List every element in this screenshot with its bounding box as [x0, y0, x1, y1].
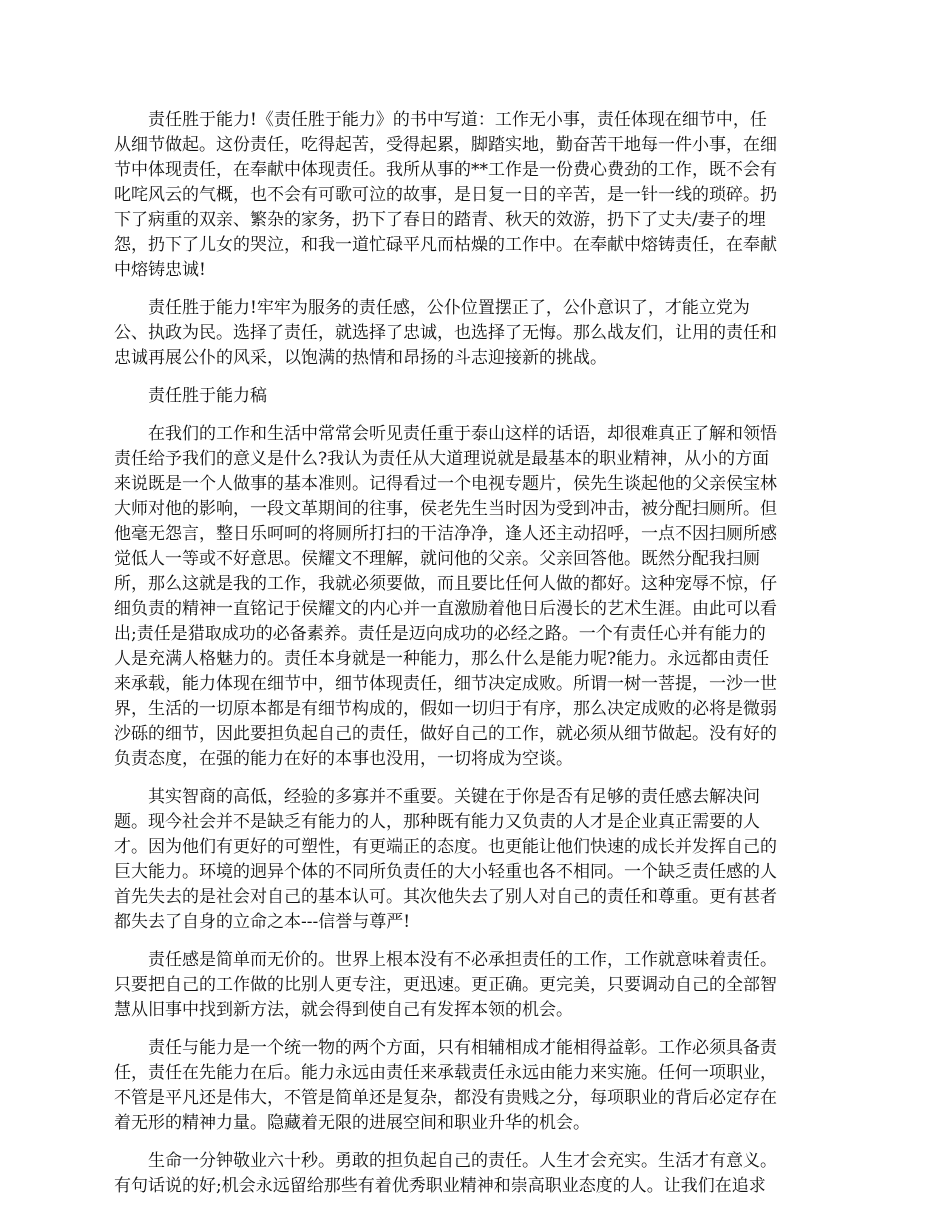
paragraph-8: [114, 1149, 838, 1199]
text-line: 任，责任在先能力在后。能力永远由责任来承载责任永远由能力来实施。任何一项职业，: [114, 1063, 777, 1083]
text-line: 责任胜于能力!牢牢为服务的责任感，公仆位置摆正了，公仆意识了，才能立党为: [114, 298, 750, 318]
text-line: 细负责的精神一直铭记于侯耀文的内心并一直激励着他日后漫长的艺术生涯。由此可以看: [114, 599, 777, 619]
document-page: [114, 108, 838, 1212]
paragraph-5: [114, 785, 838, 935]
text-line: 只要把自己的工作做的比别人更专注，更迅速。更正确。更完美，只要调动自己的全部智: [114, 975, 777, 995]
text-line: 他毫无怨言，整日乐呵呵的将厕所打扫的干洁净净，逢人还主动招呼，一点不因扫厕所感: [114, 524, 777, 544]
text-line: 公、执政为民。选择了责任，就选择了忠诚，也选择了无悔。那么战友们，让用的责任和: [114, 323, 777, 343]
text-line: 来说既是一个人做事的基本准则。记得看过一个电视专题片，侯先生谈起他的父亲侯宝林: [114, 474, 777, 494]
text-line: 题。现今社会并不是缺乏有能力的人，那种既有能力又负责的人才是企业真正需要的人: [114, 812, 760, 832]
text-line: 人是充满人格魅力的。责任本身就是一种能力，那么什么是能力呢?能力。永远都由责任: [114, 649, 770, 669]
text-line: 出;责任是猎取成功的必备素养。责任是迈向成功的必经之路。一个有责任心并有能力的: [114, 624, 766, 644]
text-line: 中熔铸忠诚!: [114, 260, 206, 280]
text-line: 来承载，能力体现在细节中，细节体现责任，细节决定成败。所谓一树一菩提，一沙一世: [114, 674, 777, 694]
paragraph-6: [114, 948, 838, 1023]
text-line: 沙砾的细节，因此要担负起自己的责任，做好自己的工作，就必须从细节做起。没有好的: [114, 724, 777, 744]
text-line: 从细节做起。这份责任，吃得起苦，受得起累，脚踏实地，勤奋苦干地每一件小事，在细: [114, 135, 777, 155]
section-heading: [114, 384, 838, 409]
paragraph-2: [114, 296, 838, 371]
text-line: 着无形的精神力量。隐藏着无限的进展空间和职业升华的机会。: [114, 1113, 590, 1133]
text-line: 所，那么这就是我的工作，我就必须要做，而且要比任何人做的都好。这种宠辱不惊，仔: [114, 574, 777, 594]
text-line: 下了病重的双亲、繁杂的家务，扔下了春日的踏青、秋天的效游，扔下了丈夫/妻子的埋: [114, 210, 766, 230]
text-line: 节中体现责任，在奉献中体现责任。我所从事的**工作是一份费心费劲的工作，既不会有: [114, 160, 777, 180]
paragraph-1: [114, 108, 838, 283]
text-line: 责任给予我们的意义是什么?我认为责任从大道理说就是最基本的职业精神，从小的方面: [114, 449, 770, 469]
heading-text: 责任胜于能力稿: [114, 386, 267, 406]
text-line: 生命一分钟敬业六十秒。勇敢的担负起自己的责任。人生才会充实。生活才有意义。: [114, 1151, 777, 1171]
paragraph-7: [114, 1036, 838, 1136]
text-line: 其实智商的高低，经验的多寡并不重要。关键在于你是否有足够的责任感去解决问: [114, 787, 760, 807]
text-line: 才。因为他们有更好的可塑性，有更端正的态度。也更能让他们快速的成长并发挥自己的: [114, 837, 777, 857]
text-line: 有句话说的好;机会永远留给那些有着优秀职业精神和崇高职业态度的人。让我们在追求: [114, 1176, 766, 1196]
text-line: 大师对他的影响，一段文革期间的往事，侯老先生当时因为受到冲击，被分配扫厕所。但: [114, 499, 777, 519]
text-line: 不管是平凡还是伟大，不管是简单还是复杂，都没有贵贱之分，每项职业的背后必定存在: [114, 1088, 777, 1108]
paragraph-4: [114, 422, 838, 772]
text-line: 界，生活的一切原本都是有细节构成的，假如一切归于有序，那么决定成败的必将是微弱: [114, 699, 777, 719]
text-line: 在我们的工作和生活中常常会听见责任重于泰山这样的话语，却很难真正了解和领悟: [114, 424, 777, 444]
text-line: 忠诚再展公仆的风采，以饱满的热情和昂扬的斗志迎接新的挑战。: [114, 348, 607, 368]
text-line: 慧从旧事中找到新方法，就会得到使自己有发挥本领的机会。: [114, 1000, 573, 1020]
text-line: 责任胜于能力!《责任胜于能力》的书中写道：工作无小事，责任体现在细节中，任: [114, 110, 767, 130]
text-line: 责任与能力是一个统一物的两个方面，只有相辅相成才能相得益彰。工作必须具备责: [114, 1038, 777, 1058]
text-line: 首先失去的是社会对自己的基本认可。其次他失去了别人对自己的责任和尊重。更有甚者: [114, 887, 777, 907]
text-line: 怨，扔下了儿女的哭泣，和我一道忙碌平凡而枯燥的工作中。在奉献中熔铸责任，在奉献: [114, 235, 777, 255]
text-line: 责任感是简单而无价的。世界上根本没有不必承担责任的工作，工作就意味着责任。: [114, 950, 777, 970]
text-line: 叱咤风云的气概，也不会有可歌可泣的故事，是日复一日的辛苦，是一针一线的琐碎。扔: [114, 185, 777, 205]
text-line: 觉低人一等或不好意思。侯耀文不理解，就问他的父亲。父亲回答他。既然分配我扫厕: [114, 549, 760, 569]
text-line: 负责态度，在强的能力在好的本事也没用，一切将成为空谈。: [114, 749, 573, 769]
text-line: 巨大能力。环境的迥异个体的不同所负责任的大小轻重也各不相同。一个缺乏责任感的人: [114, 862, 777, 882]
text-line: 都失去了自身的立命之本---信誉与尊严!: [114, 912, 411, 932]
